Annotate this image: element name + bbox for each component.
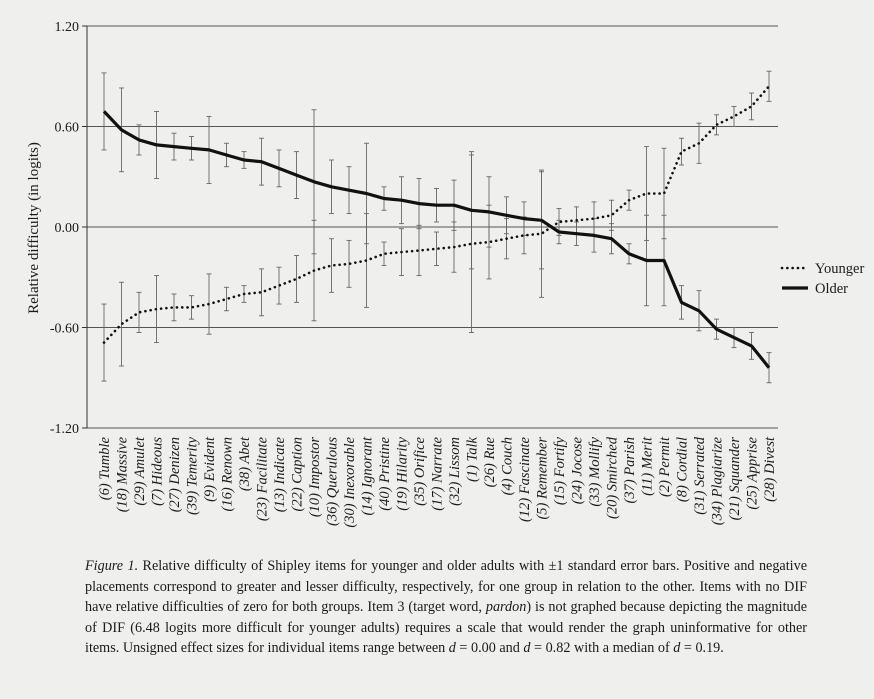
x-tick-label-33: (8) Cordial bbox=[674, 437, 691, 503]
x-tick-label-20: (32) Lissom bbox=[447, 437, 463, 506]
x-tick-label-10: (13) Indicate bbox=[272, 437, 288, 513]
y-tick-label-2: 0.00 bbox=[54, 221, 79, 236]
x-tick-label-6: (9) Evident bbox=[202, 437, 218, 502]
y-tick-label-4: -1.20 bbox=[49, 422, 79, 437]
caption-d3: d bbox=[673, 640, 681, 657]
x-tick-label-36: (21) Squander bbox=[727, 437, 743, 521]
y-axis-label: Relative difficulty (in logits) bbox=[26, 142, 42, 314]
x-tick-label-21: (1) Talk bbox=[464, 437, 481, 482]
x-tick-label-12: (10) Impostor bbox=[307, 437, 323, 518]
x-tick-label-25: (5) Remember bbox=[534, 437, 551, 520]
x-tick-label-30: (37) Parish bbox=[622, 437, 638, 504]
x-tick-label-15: (14) Ignorant bbox=[359, 437, 376, 516]
y-tick-label-0: 1.20 bbox=[54, 20, 79, 35]
legend bbox=[782, 261, 864, 297]
grid bbox=[87, 26, 778, 428]
x-tick-label-2: (29) Amulet bbox=[132, 437, 148, 506]
caption-text-4: = 0.82 with a median of bbox=[530, 640, 674, 657]
legend-label-younger: Younger bbox=[815, 261, 865, 277]
x-tick-labels bbox=[97, 436, 778, 528]
x-tick-label-23: (4) Couch bbox=[499, 437, 516, 496]
x-tick-label-29: (20) Smirched bbox=[604, 437, 621, 520]
x-tick-label-28: (33) Mollify bbox=[587, 437, 603, 507]
y-tick-labels bbox=[50, 20, 87, 437]
x-tick-label-9: (23) Facilitate bbox=[254, 437, 271, 522]
x-tick-label-32: (2) Permit bbox=[657, 437, 673, 497]
x-tick-label-14: (30) Inexorable bbox=[342, 437, 358, 528]
x-tick-label-35: (34) Plagiarize bbox=[709, 437, 726, 526]
x-tick-label-0: (6) Tumble bbox=[97, 437, 113, 501]
legend-label-older: Older bbox=[815, 281, 849, 297]
x-tick-label-27: (24) Jocose bbox=[569, 437, 586, 505]
x-tick-label-17: (19) Hilarity bbox=[394, 437, 411, 511]
caption-d1: d bbox=[448, 640, 456, 657]
caption-d2: d bbox=[523, 640, 531, 657]
x-tick-label-19: (17) Narrate bbox=[429, 437, 446, 511]
x-tick-label-24: (12) Fascinate bbox=[517, 437, 533, 522]
x-tick-label-7: (16) Renown bbox=[219, 437, 236, 512]
x-tick-label-4: (27) Denizen bbox=[167, 437, 183, 513]
x-tick-label-5: (39) Temerity bbox=[184, 437, 201, 515]
y-tick-label-3: -0.60 bbox=[49, 321, 79, 337]
y-tick-label-1: 0.60 bbox=[54, 120, 79, 136]
caption-text-5: = 0.19. bbox=[680, 640, 724, 657]
x-tick-label-3: (7) Hideous bbox=[149, 437, 166, 506]
caption-text-1: Relative difficulty of Shipley items for younger and older adults with ±1 standard error bars. Positive and negative placements correspond to greater and lesser difficulty, respectively, for one group in relation to the other. Items with no DIF have relative difficulties of zero for both groups. Item 3 (target word, bbox=[85, 558, 807, 616]
x-tick-label-11: (22) Caption bbox=[289, 437, 306, 512]
caption-text-2: ) is not graphed because depicting the magnitude of DIF (6.48 logits more difficult for younger adults) requires a scale that would render the graph uninformative for other items. Unsigned effect sizes for individual items range between bbox=[85, 599, 807, 657]
x-tick-label-22: (26) Rue bbox=[482, 437, 498, 488]
x-tick-label-26: (15) Fortify bbox=[552, 437, 568, 506]
caption-text-3: = 0.00 and bbox=[455, 640, 524, 657]
figure-caption bbox=[85, 556, 807, 659]
x-tick-label-34: (31) Serrated bbox=[692, 437, 708, 515]
x-tick-label-18: (35) Orifice bbox=[412, 437, 428, 506]
x-tick-label-13: (36) Querulous bbox=[324, 437, 341, 527]
x-tick-label-8: (38) Abet bbox=[237, 437, 253, 492]
caption-figure-label: Figure 1. bbox=[85, 558, 139, 574]
caption-pardon: pardon bbox=[485, 599, 527, 616]
x-tick-label-38: (28) Divest bbox=[762, 437, 778, 502]
x-tick-label-37: (25) Apprise bbox=[744, 437, 761, 510]
x-tick-label-31: (11) Merit bbox=[639, 437, 656, 496]
x-tick-label-1: (18) Massive bbox=[114, 437, 131, 513]
x-tick-label-16: (40) Pristine bbox=[377, 437, 393, 511]
